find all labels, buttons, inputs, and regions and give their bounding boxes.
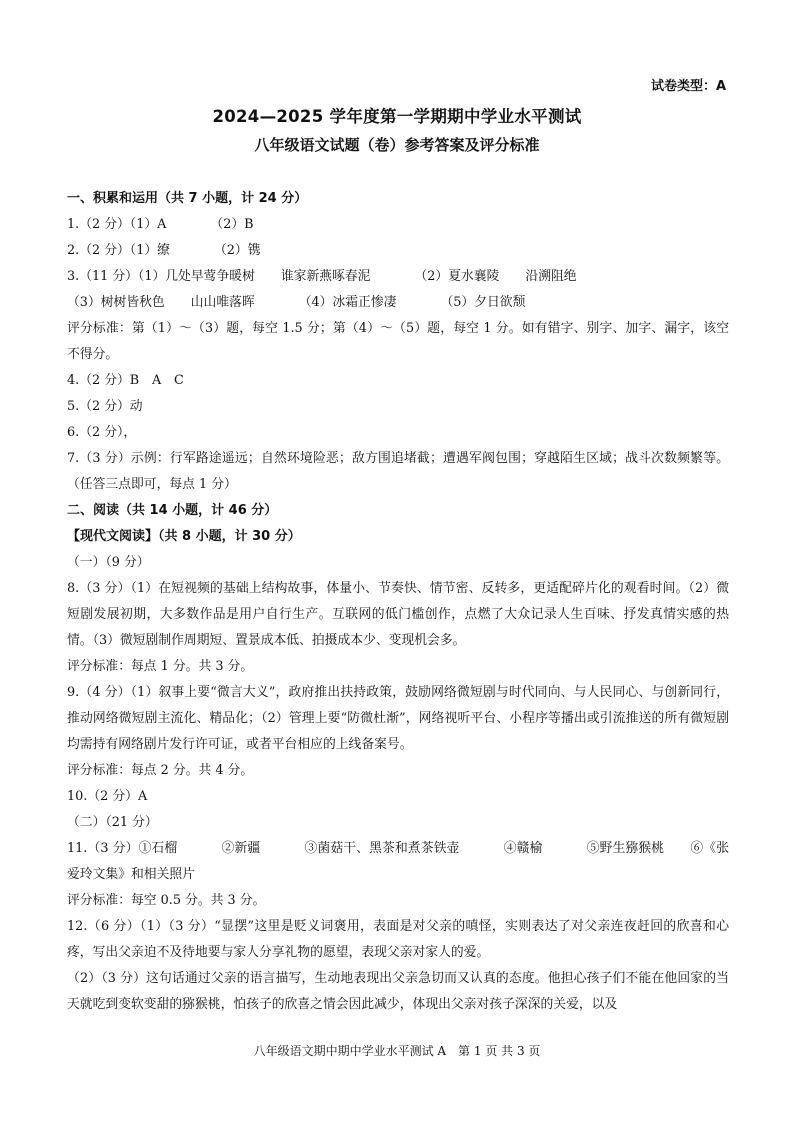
answer-q2-part2: （2）镌: [213, 243, 261, 258]
section-heading-1: 一、积累和运用（共 7 小题，计 24 分）: [67, 191, 308, 206]
answer-content: [67, 186, 729, 1018]
page-title: 2024—2025 学年度第一学期期中学业水平测试: [212, 107, 582, 126]
answer-q3-line2: [67, 290, 729, 316]
answer-q10: 10.（2 分）A: [67, 789, 148, 804]
subsection-heading-modern-reading: 【现代文阅读】（共 8 小题，计 30 分）: [67, 529, 301, 544]
criteria-q11: 评分标准：每空 0.5 分。共 3 分。: [67, 893, 266, 908]
answer-q11-2: ②新疆: [221, 841, 261, 856]
answer-q11: [67, 836, 729, 888]
criteria-q9: 评分标准：每点 2 分。共 4 分。: [67, 763, 254, 778]
answer-q5: 5.（2 分）动: [67, 399, 143, 414]
answer-q11-5: ⑤野生猕猴桃: [586, 841, 665, 856]
answer-q11-6: ⑥《张爱玲文集》和相关照片: [67, 841, 730, 882]
answer-q3-2a: （2）夏水襄陵: [414, 269, 500, 284]
answer-q3-3a: （3）树树皆秋色: [67, 295, 165, 310]
section-heading-2: 二、阅读（共 14 小题，计 46 分）: [67, 503, 278, 518]
answer-q1-part2: （2）B: [210, 217, 254, 232]
answer-q8: 8.（3 分）（1）在短视频的基础上结构故事，体量小、节奏快、情节密、反转多，更适配碎片化的观看时间。（2）微短剧发展初期，大多数作品是用户自行生产。互联网的低门槛创作，点燃了大众记录人生百味、抒发真情实感的热情。（3）微短剧制作周期短、置景成本低、拍摄成本少、变现机会多。: [67, 581, 729, 648]
page-footer: 八年级语文期中期中学业水平测试 A 第 1 页 共 3 页: [253, 1044, 541, 1058]
page-subtitle: 八年级语文试题（卷）参考答案及评分标准: [254, 136, 540, 154]
answer-q2: [67, 238, 729, 264]
answer-q3-1b: 谁家新燕啄春泥: [280, 269, 371, 284]
answer-q12-part1: 12.（6 分）（1）（3 分）“显摆”这里是贬义词褒用，表面是对父亲的嗔怪，实则表达了对父亲连夜赶回的欣喜和心疼，写出父亲迫不及待地要与家人分享礼物的愿望，表现父亲对家人的爱。: [67, 919, 729, 960]
answer-q12-part2: （2）（3 分）这句话通过父亲的语言描写，生动地表现出父亲急切而又认真的态度。他担心孩子们不能在他回家的当天就吃到变软变甜的猕猴桃，怕孩子的欣喜之情会因此减少，体现出父亲对孩子深深的关爱，以及: [67, 971, 729, 1012]
answer-q3-4: （4）冰霜正惨凄: [298, 295, 397, 310]
answer-q9: 9.（4 分）（1）叙事上要“微言大义”，政府推出扶持政策，鼓励网络微短剧与时代同向、与人民同心、与创新同行，推动网络微短剧主流化、精品化；（2）管理上要“防微杜渐”，网络视听平台、小程序等播出或引流推送的所有微短剧均需持有网络剧片发行许可证，或者平台相应的上线备案号。: [67, 685, 729, 752]
answer-q6: 6.（2 分），: [67, 425, 137, 440]
answer-q3-3b: 山山唯落晖: [190, 295, 255, 310]
answer-q7: 7.（3 分）示例：行军路途遥远；自然环境险恶；敌方围追堵截；遭遇军阀包围；穿越陌生区域；战斗次数频繁等。（任答三点即可，每点 1 分）: [67, 451, 729, 492]
passage-heading-2: （二）（21 分）: [67, 815, 158, 830]
answer-q11-1: 11.（3 分）①石榴: [67, 841, 178, 856]
criteria-q3: 评分标准：第（1）～（3）题，每空 1.5 分；第（4）～（5）题，每空 1 分。如有错字、别字、加字、漏字，该空不得分。: [67, 321, 729, 362]
answer-q3-5: （5）夕日欲颓: [440, 295, 526, 310]
paper-type-label: 试卷类型：A: [650, 79, 726, 94]
answer-q1-part1: 1.（2 分）（1）A: [67, 217, 167, 232]
answer-q3-1a: 3.（11 分）（1）几处早莺争暖树: [67, 269, 255, 284]
answer-q3-2b: 沿溯阻绝: [525, 269, 577, 284]
answer-q4: 4.（2 分）B A C: [67, 373, 184, 388]
answer-q3-line1: [67, 264, 729, 290]
passage-heading-1: （一）（9 分）: [67, 555, 150, 570]
answer-q11-4: ④赣榆: [503, 841, 543, 856]
answer-q2-part1: 2.（2 分）（1）缭: [67, 243, 170, 258]
answer-q11-3: ③菌菇干、黑茶和煮茶铁壶: [304, 841, 460, 856]
criteria-q8: 评分标准：每点 1 分。共 3 分。: [67, 659, 254, 674]
answer-q1: [67, 212, 729, 238]
